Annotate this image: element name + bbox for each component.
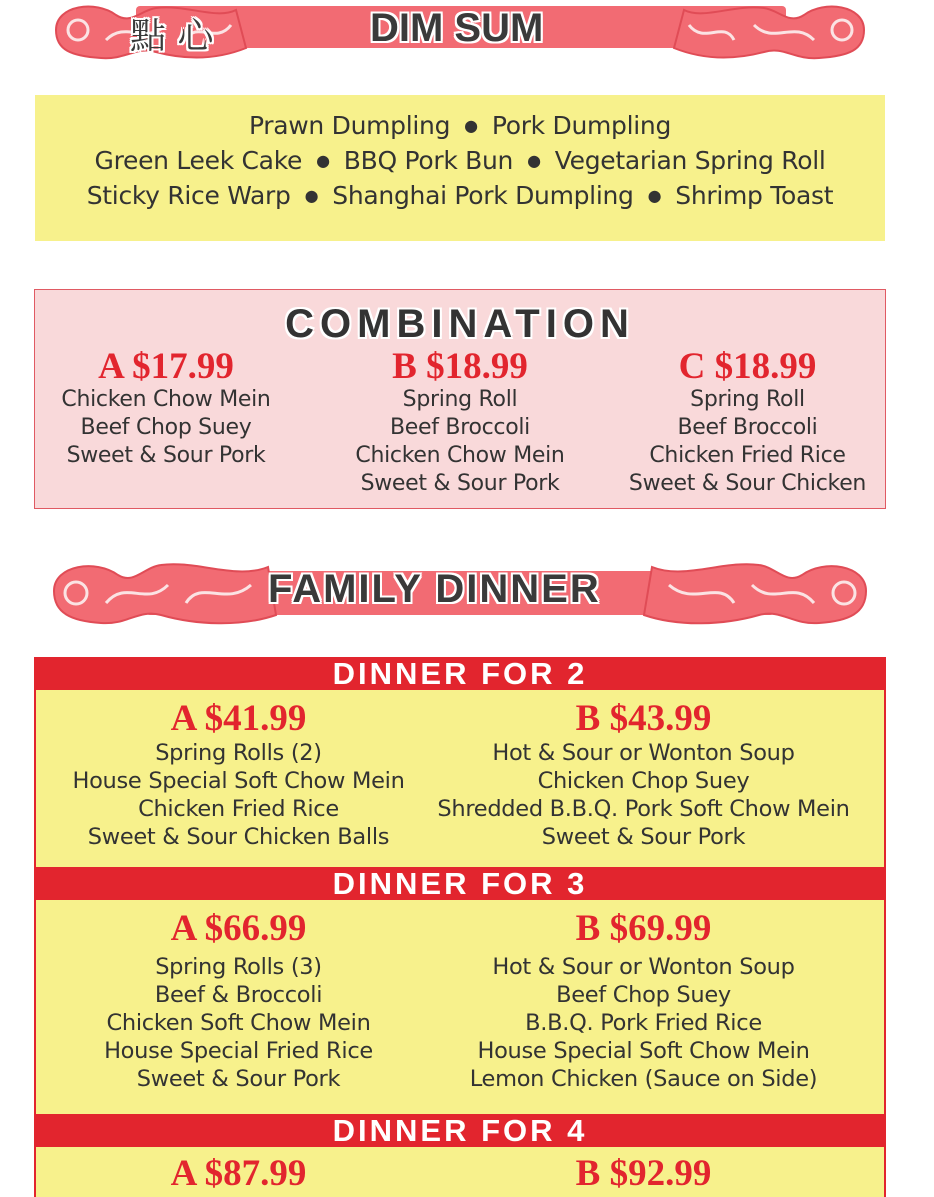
dinner-4-option-b	[436, 1154, 851, 1194]
dim-sum-item: Prawn Dumpling	[248, 111, 451, 140]
dim-sum-item: Vegetarian Spring Roll	[554, 146, 826, 175]
dinner-item: Shredded B.B.Q. Pork Soft Chow Mein	[437, 796, 850, 822]
dim-sum-item: Green Leek Cake	[94, 146, 303, 175]
dinner-item: House Special Fried Rice	[104, 1038, 373, 1064]
combo-price: C $18.99	[678, 346, 817, 387]
dim-sum-item: Sticky Rice Warp	[86, 181, 291, 210]
dim-sum-title: DIM SUM	[370, 6, 544, 50]
dinner-item: Spring Rolls (2)	[155, 740, 322, 766]
dinner-3-option-b	[436, 909, 851, 1093]
family-dinner-box	[34, 657, 886, 1197]
dinner-item: Lemon Chicken (Sauce on Side)	[469, 1066, 818, 1092]
dinner-price: A $66.99	[170, 908, 307, 949]
dinner-for-3-header: DINNER FOR 3	[34, 867, 886, 900]
bullet-icon: ●	[527, 151, 541, 170]
combo-option-a	[51, 348, 281, 470]
combo-option-b	[340, 348, 580, 498]
dinner-item: Spring Rolls (3)	[155, 954, 322, 980]
dinner-2-option-a	[56, 699, 421, 851]
dinner-4-option-a	[56, 1154, 421, 1194]
dinner-item: House Special Soft Chow Mein	[72, 768, 405, 794]
dim-sum-line-1	[35, 111, 885, 140]
dinner-item: Hot & Sour or Wonton Soup	[492, 740, 795, 766]
combo-item: Sweet & Sour Pork	[360, 471, 560, 496]
dim-sum-item: Pork Dumpling	[491, 111, 672, 140]
dinner-item: Sweet & Sour Pork	[541, 824, 746, 850]
combo-option-c	[625, 348, 870, 498]
combo-item: Chicken Fried Rice	[649, 443, 846, 468]
combo-item: Chicken Chow Mein	[355, 443, 565, 468]
dinner-item: Sweet & Sour Chicken Balls	[87, 824, 390, 850]
combo-price: A $17.99	[98, 346, 234, 387]
family-dinner-title: FAMILY DINNER	[268, 567, 601, 611]
dinner-item: B.B.Q. Pork Fried Rice	[525, 1010, 762, 1036]
dinner-item: Chicken Soft Chow Mein	[106, 1010, 371, 1036]
combo-item: Beef Chop Suey	[80, 415, 252, 440]
combo-item: Sweet & Sour Pork	[66, 443, 266, 468]
dinner-item: Chicken Fried Rice	[138, 796, 339, 822]
combination-box	[34, 289, 886, 509]
dinner-item: Hot & Sour or Wonton Soup	[492, 954, 795, 980]
dim-sum-chinese-title: 點 心	[130, 16, 214, 57]
dinner-for-4-header: DINNER FOR 4	[34, 1114, 886, 1147]
combo-item: Sweet & Sour Chicken	[628, 471, 867, 496]
dim-sum-item: Shrimp Toast	[675, 181, 834, 210]
dinner-price: B $92.99	[575, 1153, 712, 1194]
dinner-item: Beef & Broccoli	[154, 982, 323, 1008]
combo-item: Beef Broccoli	[390, 415, 530, 440]
combo-item: Spring Roll	[402, 387, 518, 412]
dinner-for-2-header: DINNER FOR 2	[34, 657, 886, 690]
dim-sum-line-2	[35, 146, 885, 175]
bullet-icon: ●	[647, 186, 662, 205]
dinner-item: Sweet & Sour Pork	[136, 1066, 341, 1092]
dinner-item: Beef Chop Suey	[556, 982, 731, 1008]
family-dinner-banner	[46, 555, 874, 627]
dinner-price: A $41.99	[170, 698, 307, 739]
dinner-price: A $87.99	[170, 1153, 307, 1194]
dinner-item: House Special Soft Chow Mein	[477, 1038, 810, 1064]
combo-item: Spring Roll	[690, 387, 805, 412]
bullet-icon: ●	[316, 151, 330, 170]
dinner-2-option-b	[436, 699, 851, 851]
dim-sum-items-box	[35, 95, 885, 241]
dim-sum-line-3	[35, 181, 885, 210]
combo-item: Chicken Chow Mein	[61, 387, 271, 412]
dim-sum-item: Shanghai Pork Dumpling	[332, 181, 634, 210]
dim-sum-banner	[46, 0, 874, 64]
combination-title: COMBINATION	[285, 302, 635, 346]
dinner-3-option-a	[56, 909, 421, 1093]
bullet-icon: ●	[304, 186, 319, 205]
dinner-price: B $69.99	[575, 908, 712, 949]
combo-item: Beef Broccoli	[677, 415, 818, 440]
dinner-item: Chicken Chop Suey	[537, 768, 750, 794]
dinner-price: B $43.99	[575, 698, 712, 739]
combo-price: B $18.99	[392, 346, 528, 387]
dim-sum-item: BBQ Pork Bun	[343, 146, 514, 175]
bullet-icon: ●	[464, 116, 478, 135]
